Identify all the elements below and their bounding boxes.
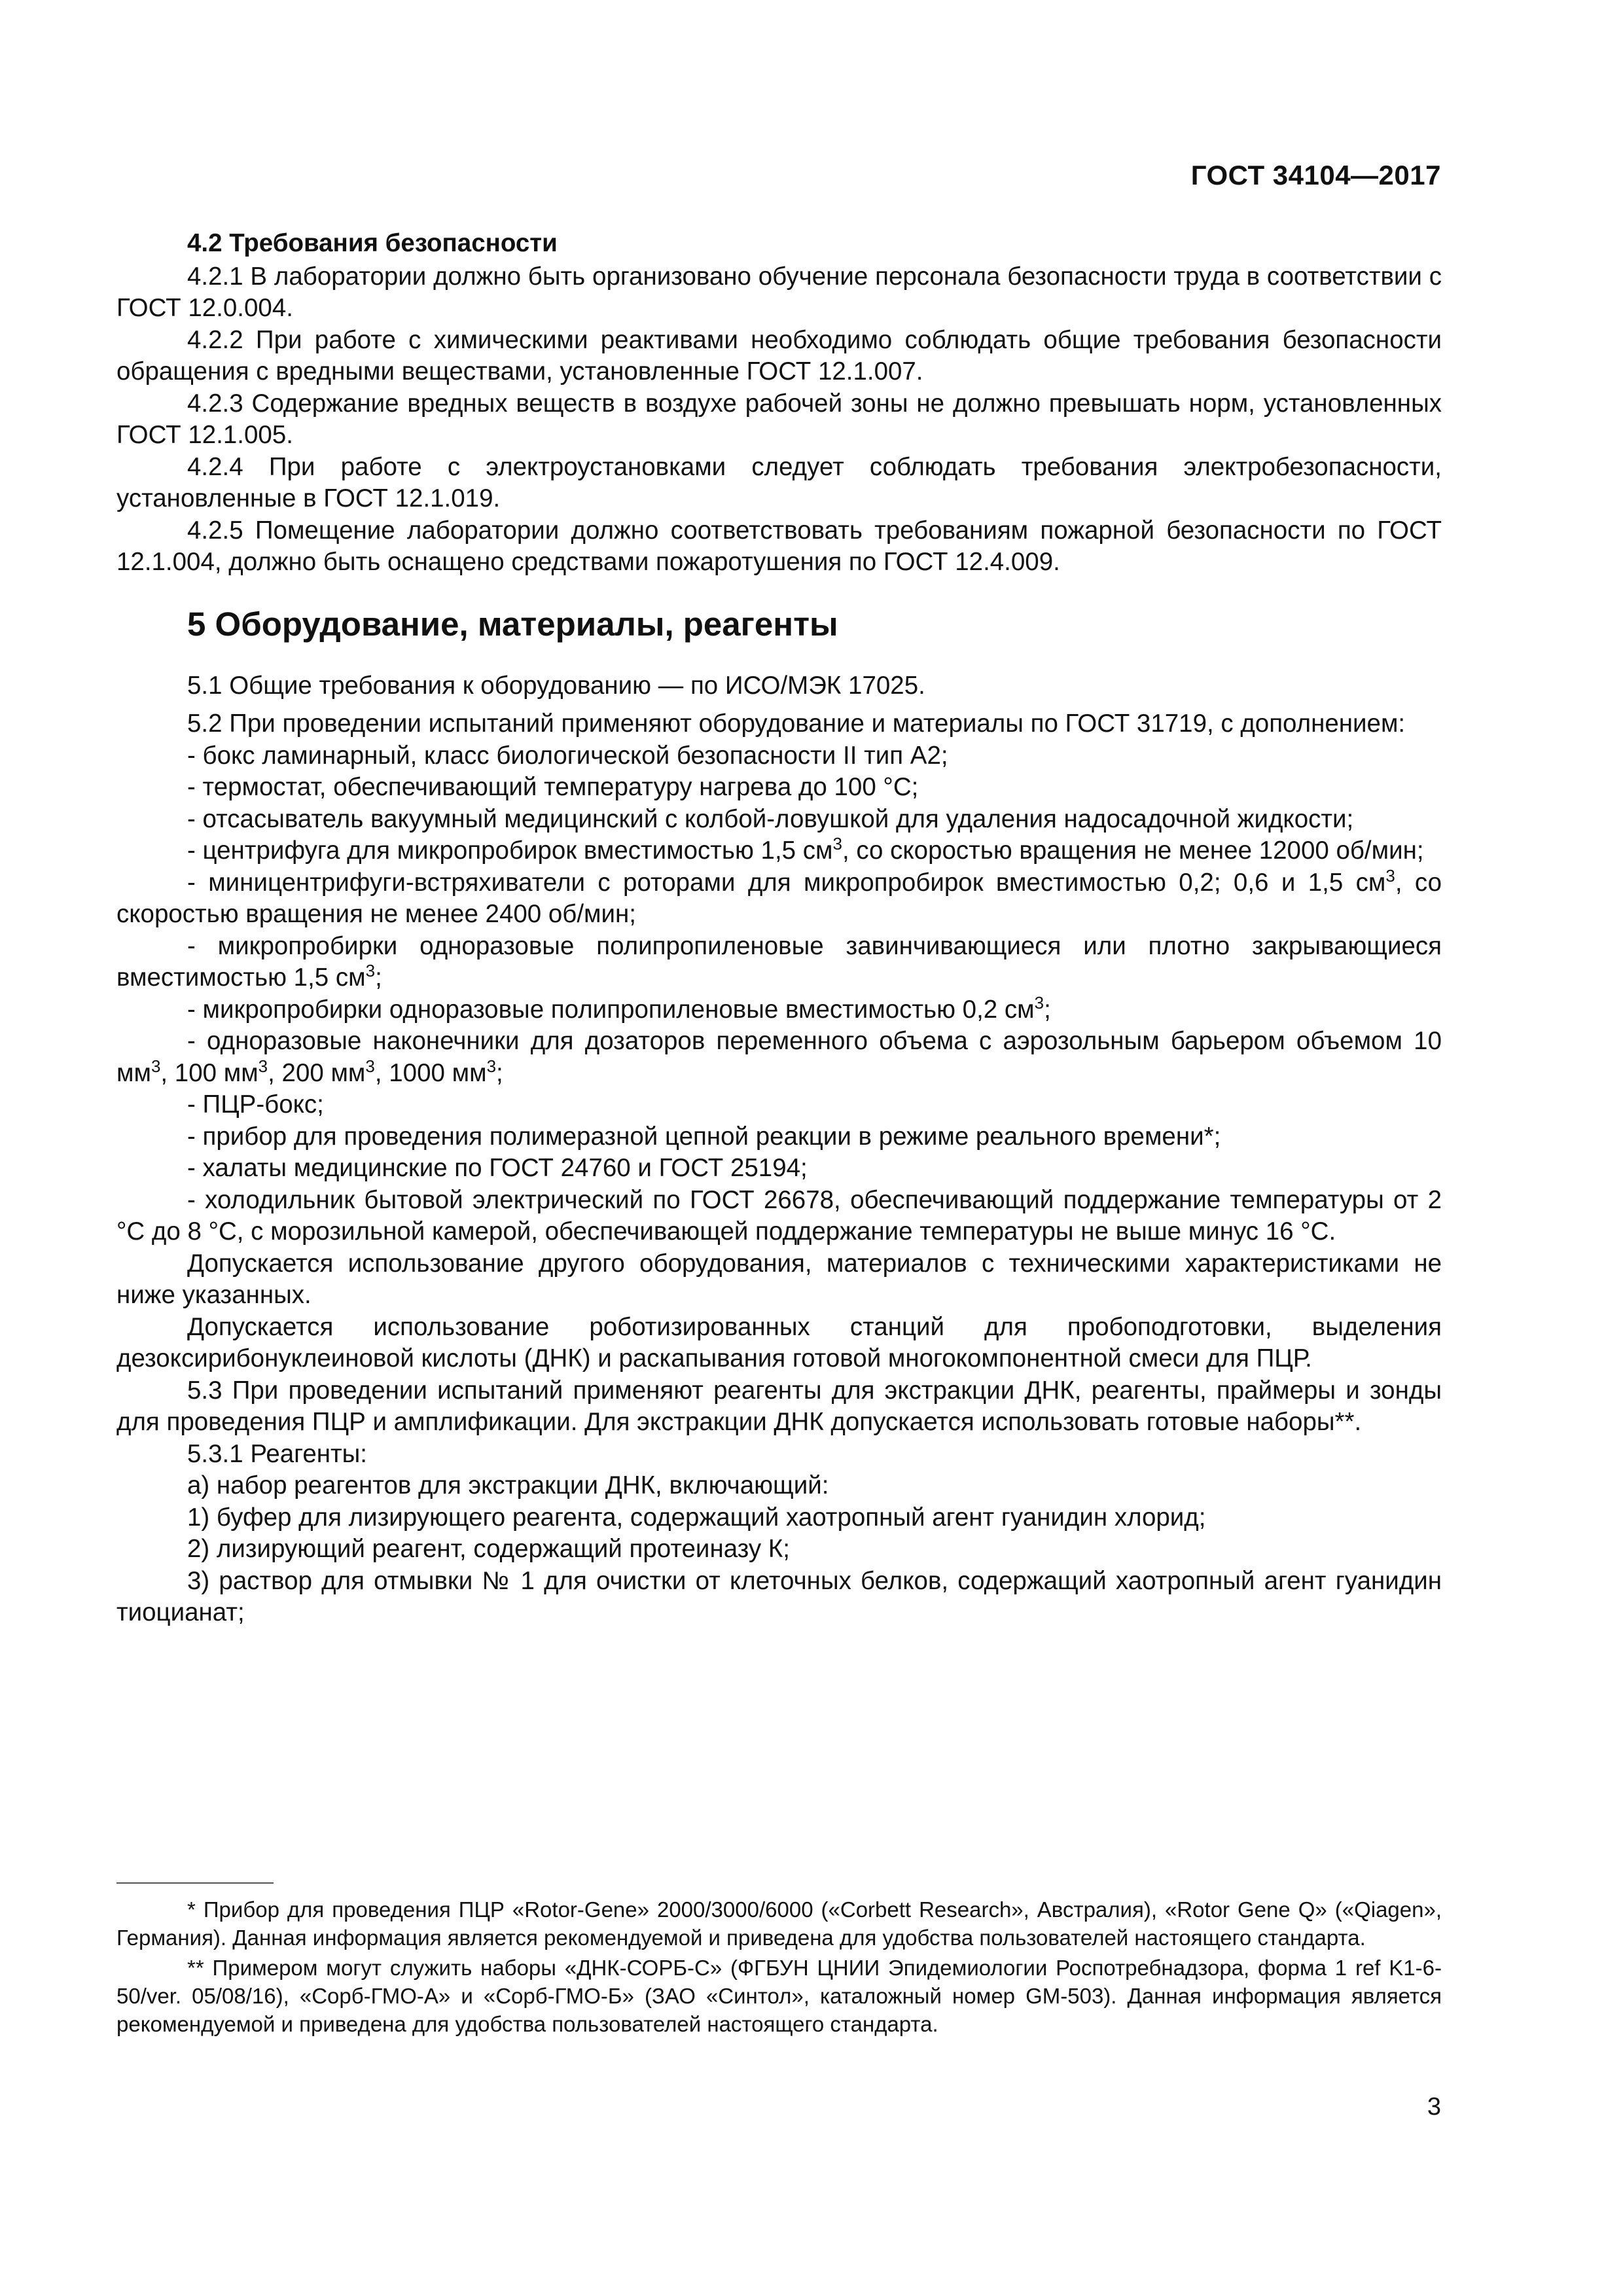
paragraph-4-2-4: 4.2.4 При работе с электроустановками следует соблюдать требования электробезопасности, установленные в ГОСТ 12.1.019. <box>116 452 1442 512</box>
equipment-text: - одноразовые наконечники для дозаторов переменного объема с аэрозольным барьером объемом 10 мм <box>116 1027 1442 1087</box>
equipment-item: - халаты медицинские по ГОСТ 24760 и ГОСТ 25194; <box>187 1154 808 1182</box>
superscript: 3 <box>1385 865 1395 886</box>
superscript: 3 <box>365 961 376 980</box>
equipment-text: - центрифуга для микропробирок вместимостью 1,5 см <box>187 836 833 865</box>
equipment-item: - бокс ламинарный, класс биологической безопасности II тип А2; <box>187 741 948 770</box>
superscript: 3 <box>832 834 842 853</box>
paragraph-4-2-1: 4.2.1 В лаборатории должно быть организовано обучение персонала безопасности труда в соответствии с ГОСТ 12.0.004. <box>116 262 1442 322</box>
equipment-item: - холодильник бытовой электрический по ГОСТ 26678, обеспечивающий поддержание температуры от 2 °С до 8 °С, с морозильной камерой, обеспечивающей поддержание температуры не выше минус 16 °С. <box>116 1185 1442 1246</box>
equipment-item: - отсасыватель вакуумный медицинский с колбой-ловушкой для удаления надосадочной жидкости; <box>187 804 1354 833</box>
footnotes <box>116 1895 1442 2040</box>
section-heading-5: 5 Оборудование, материалы, реагенты <box>187 605 838 643</box>
equipment-text: , 200 мм <box>268 1058 366 1087</box>
footnote-divider <box>116 1882 274 1884</box>
equipment-text: , 1000 мм <box>374 1058 487 1087</box>
equipment-item: - ПЦР-бокс; <box>187 1090 324 1119</box>
equipment-item: - термостат, обеспечивающий температуру нагрева до 100 °С; <box>187 773 919 801</box>
superscript: 3 <box>151 1056 161 1076</box>
reagent-item: 3) раствор для отмывки № 1 для очистки от клеточных белков, содержащий хаотропный агент гуанидин тиоцианат; <box>116 1566 1442 1626</box>
equipment-text: , со скоростью вращения не менее 12000 об/мин; <box>842 836 1424 865</box>
paragraph-4-2-3: 4.2.3 Содержание вредных веществ в воздухе рабочей зоны не должно превышать норм, установленных ГОСТ 12.1.005. <box>116 389 1442 449</box>
paragraph-5-3: 5.3 При проведении испытаний применяют реагенты для экстракции ДНК, реагенты, праймеры и зонды для проведения ПЦР и амплификации. Для экстракции ДНК допускается использовать готовые наборы**. <box>116 1376 1442 1436</box>
superscript: 3 <box>365 1056 375 1076</box>
equipment-item <box>116 994 1442 1026</box>
superscript: 3 <box>258 1056 268 1076</box>
equipment-text: ; <box>1044 995 1051 1024</box>
footnote: ** Примером могут служить наборы «ДНК-СОРБ-С» (ФГБУН ЦНИИ Эпидемиологии Роспотребнадзора, форма 1 ref K1-6-50/ver. 05/08/16), «Сорб-ГМО-А» и «Сорб-ГМО-Б» (ЗАО «Синтол», каталожный номер GM-503). Данная информация является рекомендуемой и приведена для удобства пользователей настоящего стандарта. <box>116 1956 1442 2036</box>
equipment-text: ; <box>496 1058 503 1087</box>
equipment-item <box>116 1026 1442 1089</box>
reagent-item: а) набор реагентов для экстракции ДНК, включающий: <box>187 1471 829 1499</box>
paragraph-4-2-2: 4.2.2 При работе с химическими реактивами необходимо соблюдать общие требования безопасности обращения с вредными веществами, установленные ГОСТ 12.1.007. <box>116 325 1442 386</box>
paragraph-5-1: 5.1 Общие требования к оборудованию — по ИСО/МЭК 17025. <box>187 671 925 700</box>
superscript: 3 <box>1034 992 1044 1013</box>
paragraph-allowance: Допускается использование роботизированных станций для пробоподготовки, выделения дезоксирибонуклеиновой кислоты (ДНК) и раскапывания готовой многокомпонентной смеси для ПЦР. <box>116 1312 1442 1372</box>
paragraph-5-3-1: 5.3.1 Реагенты: <box>187 1439 368 1468</box>
footnote: * Прибор для проведения ПЦР «Rotor-Gene» 2000/3000/6000 («Corbett Research», Австралия), «Rotor Gene Q» («Qiagen», Германия). Данная информация является рекомендуемой и приведена для удобства пользователей настоящего стандарта. <box>116 1897 1442 1950</box>
reagent-item: 1) буфер для лизирующего реагента, содержащий хаотропный агент гуанидин хлорид; <box>187 1503 1206 1532</box>
equipment-item: - прибор для проведения полимеразной цепной реакции в режиме реального времени*; <box>187 1122 1221 1151</box>
main-content <box>116 228 1442 1629</box>
equipment-item <box>116 931 1442 994</box>
reagent-item: 2) лизирующий реагент, содержащий протеиназу К; <box>187 1535 790 1563</box>
equipment-text: - миницентрифуги-встряхиватели с роторами для микропробирок вместимостью 0,2; 0,6 и 1,5 см <box>187 868 1386 897</box>
paragraph-5-2: 5.2 При проведении испытаний применяют оборудование и материалы по ГОСТ 31719, с дополнением: <box>187 709 1406 738</box>
equipment-item <box>116 867 1442 931</box>
subsection-heading-4-2: 4.2 Требования безопасности <box>187 229 558 257</box>
equipment-text: ; <box>375 963 382 992</box>
paragraph-4-2-5: 4.2.5 Помещение лаборатории должно соответствовать требованиям пожарной безопасности по ГОСТ 12.1.004, должно быть оснащено средствами пожаротушения по ГОСТ 12.4.009. <box>116 516 1442 576</box>
page-number: 3 <box>1427 2093 1441 2121</box>
equipment-text: , 100 мм <box>160 1058 259 1087</box>
equipment-text: - микропробирки одноразовые полипропиленовые вместимостью 0,2 см <box>187 995 1035 1024</box>
equipment-item <box>116 835 1442 867</box>
superscript: 3 <box>486 1056 497 1076</box>
equipment-text: - микропробирки одноразовые полипропиленовые завинчивающиеся или плотно закрывающиеся вместимостью 1,5 см <box>116 931 1442 992</box>
paragraph-allowance: Допускается использование другого оборудования, материалов с техническими характеристиками не ниже указанных. <box>116 1249 1442 1309</box>
equipment-text: , со скоростью вращения не менее 2400 об/мин; <box>116 868 1442 928</box>
standard-header: ГОСТ 34104—2017 <box>1190 160 1441 190</box>
